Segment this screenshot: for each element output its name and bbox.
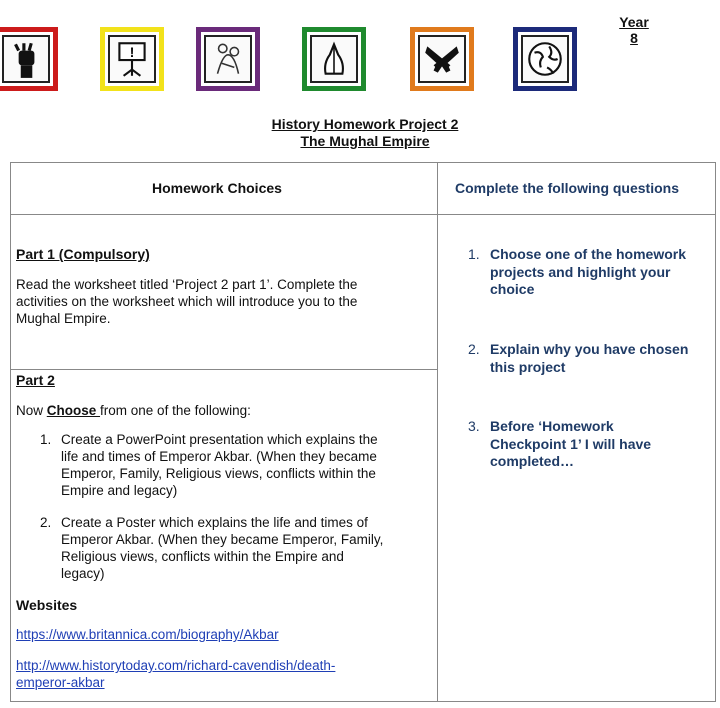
globe-icon: [524, 38, 566, 80]
protest-sign-icon: [111, 38, 153, 80]
icon-frame-purple: [196, 27, 260, 91]
icon-frame-blue: [513, 27, 577, 91]
praying-hands-icon: [313, 38, 355, 80]
icon-frame-red: [0, 27, 58, 91]
part2-intro: Now Choose from one of the following:: [16, 403, 251, 418]
project-title: History Homework Project 2: [271, 116, 459, 132]
icon-frame-green: [302, 27, 366, 91]
part-divider: [10, 369, 438, 370]
part1-title: Part 1 (Compulsory): [16, 246, 150, 262]
table-column-divider: [437, 162, 438, 702]
figures-sketch-icon: [207, 38, 249, 80]
websites-label: Websites: [16, 597, 78, 613]
link-britannica[interactable]: https://www.britannica.com/biography/Akbar: [16, 627, 279, 642]
col-header-questions: Complete the following questions: [455, 180, 679, 196]
option-2: 2. Create a Poster which explains the life and times of Emperor Akbar. (When they became Emperor, Family, Religious views, conflicts within the Empire and legacy): [40, 515, 384, 581]
icon-frame-yellow: [100, 27, 164, 91]
crossed-pistols-icon: [421, 38, 463, 80]
project-subtitle: The Mughal Empire: [300, 133, 430, 149]
part1-description: Read the worksheet titled ‘Project 2 part 1’. Complete the activities on the worksheet which will introduce you to the Mughal Empire.: [16, 277, 358, 326]
icon-frame-orange: [410, 27, 474, 91]
svg-text:!: !: [129, 44, 135, 60]
option-1: 1. Create a PowerPoint presentation which explains the life and times of Emperor Akbar. (When they became Emperor, Family, Religious views, conflicts within the Empire and legacy): [40, 432, 378, 498]
col-header-homework-choices: Homework Choices: [152, 180, 282, 196]
year-label: Year 8: [619, 14, 649, 46]
table-header-divider: [10, 214, 716, 215]
raised-fist-icon: [5, 38, 47, 80]
part2-title: Part 2: [16, 372, 55, 388]
link-historytoday[interactable]: http://www.historytoday.com/richard-cavendish/death- emperor-akbar: [16, 658, 336, 690]
